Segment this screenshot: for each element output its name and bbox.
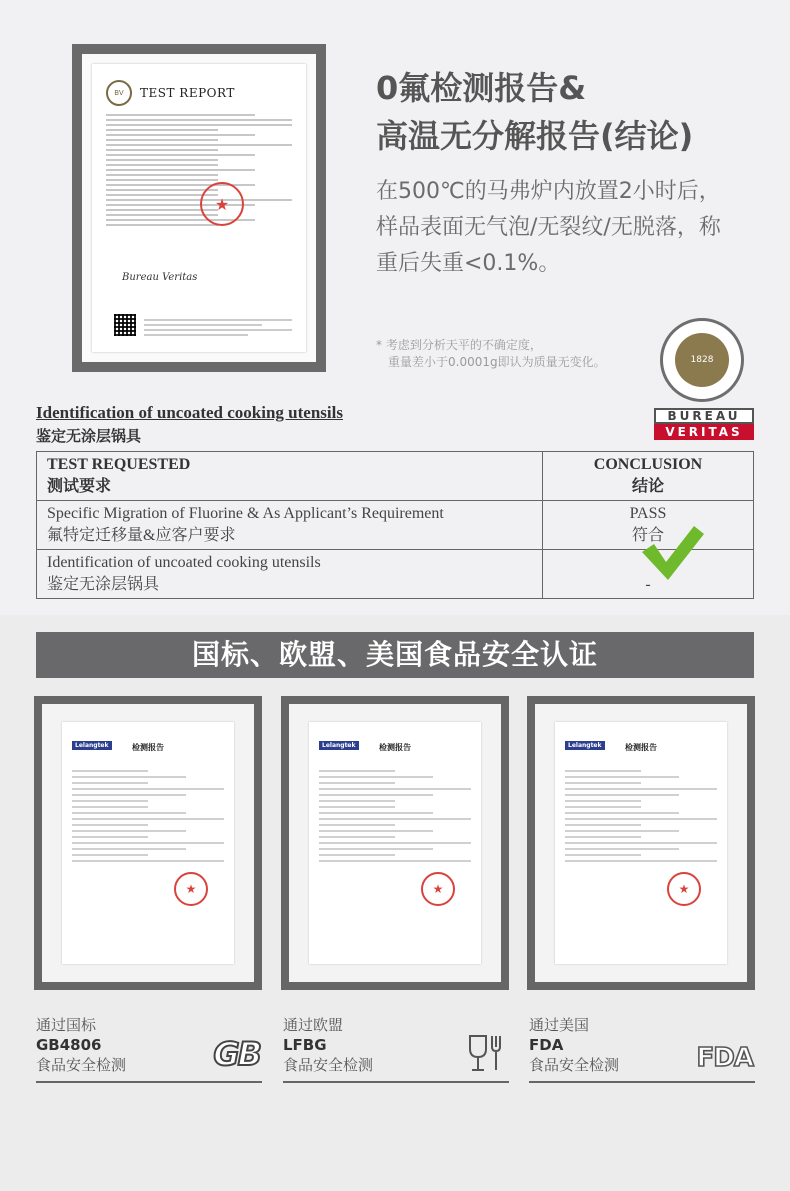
caption-lfbg: 通过欧盟 LFBG 食品安全检测 — [283, 1015, 509, 1083]
identification-subtitle: 鉴定无涂层锅具 — [36, 427, 142, 445]
fda-icon: FDA — [696, 1043, 753, 1073]
certificate-frame-fda — [527, 696, 755, 990]
red-stamp-icon: ★ — [667, 872, 701, 906]
certificate-document — [309, 722, 481, 964]
certificate-frame-gb — [34, 696, 262, 990]
checkmark-icon — [640, 522, 706, 582]
red-stamp-icon: ★ — [200, 182, 244, 226]
test-report-document — [92, 64, 306, 352]
certificate-title: 检测报告 — [132, 743, 164, 752]
certification-banner: 国标、欧盟、美国食品安全认证 — [36, 632, 754, 678]
bv-word-veritas: VERITAS — [654, 424, 754, 440]
bv-seal-year: 1828 — [675, 333, 729, 387]
certificate-title: 检测报告 — [625, 743, 657, 752]
footnote-line-2: 重量差小于0.0001g即认为质量无变化。 — [388, 355, 606, 369]
heading-line-1: 0氟检测报告& — [376, 69, 587, 107]
caption-gb: 通过国标 GB4806 食品安全检测 GB — [36, 1015, 262, 1083]
red-stamp-icon: ★ — [421, 872, 455, 906]
identification-title: Identification of uncoated cooking utensils — [36, 403, 343, 422]
bureau-veritas-logo — [654, 318, 754, 442]
test-report-frame — [72, 44, 326, 372]
footer-lines — [144, 316, 292, 339]
lelangtek-logo: Lelangtek — [72, 741, 112, 750]
bv-seal-icon: BV — [106, 80, 132, 106]
gb-icon: GB — [213, 1035, 260, 1073]
lelangtek-logo: Lelangtek — [319, 741, 359, 750]
row-result: - — [543, 550, 754, 599]
red-stamp-icon: ★ — [174, 872, 208, 906]
report-text-lines — [106, 114, 292, 226]
page-heading — [376, 64, 693, 160]
header-test: TEST REQUESTED 测试要求 — [37, 452, 543, 501]
qr-code-icon — [114, 314, 136, 336]
certificate-frame-lfbg — [281, 696, 509, 990]
footnote-line-1: * 考虑到分析天平的不确定度， — [376, 338, 542, 352]
row-result: PASS 符合 — [543, 501, 754, 550]
table-header-row — [37, 452, 754, 501]
bv-seal — [660, 318, 744, 402]
frame-mat — [82, 54, 316, 362]
description: 在500℃的马弗炉内放置2小时后，样品表面无气泡/无裂纹/无脱落，称重后失重<0.1%。 — [376, 179, 721, 276]
caption-fda: 通过美国 FDA 食品安全检测 FDA — [529, 1015, 755, 1083]
certificate-document — [555, 722, 727, 964]
row-test: Specific Migration of Fluorine & As Applicant’s Requirement 氟特定迁移量&应客户要求 — [37, 501, 543, 550]
header-conclusion: CONCLUSION 结论 — [543, 452, 754, 501]
heading-line-2: 高温无分解报告(结论) — [376, 117, 694, 155]
lelangtek-logo: Lelangtek — [565, 741, 605, 750]
bv-word-bureau: BUREAU — [654, 408, 754, 424]
glass-fork-icon — [467, 1033, 507, 1073]
certificate-title: 检测报告 — [379, 743, 411, 752]
footnote — [376, 337, 606, 371]
certificate-document — [62, 722, 234, 964]
row-test: Identification of uncoated cooking utensils 鉴定无涂层锅具 — [37, 550, 543, 599]
signature: Bureau Veritas — [122, 272, 198, 283]
report-title: TEST REPORT — [140, 86, 235, 100]
